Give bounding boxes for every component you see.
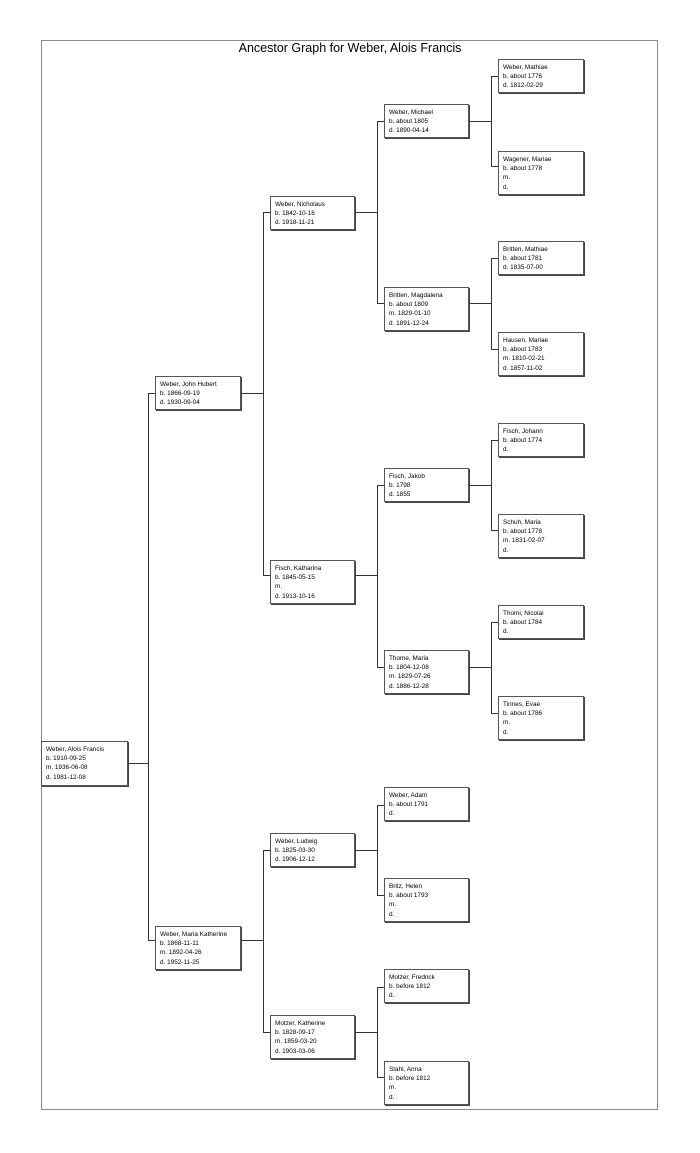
- connector: [377, 303, 384, 304]
- connector: [355, 212, 377, 213]
- person-birth: b. 1804-12-08: [389, 664, 429, 672]
- person-birth: b. 1798: [389, 482, 411, 490]
- person-box-p7: [270, 1015, 355, 1059]
- connector: [491, 713, 498, 714]
- connector: [263, 212, 270, 213]
- person-box-p21: [498, 514, 584, 558]
- person-marriage: m. 1831-02-07: [503, 537, 545, 545]
- person-birth: b. about 1805: [389, 118, 429, 126]
- person-birth: b. 1845-05-15: [275, 574, 315, 582]
- connector: [355, 575, 377, 576]
- person-death: d. 1835-07-00: [503, 264, 543, 272]
- person-name: Schuh, Maria: [503, 519, 541, 526]
- person-name: Britten, Magdalena: [389, 292, 443, 299]
- connector: [377, 121, 384, 122]
- person-death: d.: [503, 446, 509, 454]
- person-box-p16: [498, 59, 584, 93]
- person-birth: b. about 1783: [503, 346, 543, 354]
- person-name: Tinnes, Evae: [503, 701, 541, 708]
- person-birth: b. about 1778: [503, 165, 543, 173]
- person-marriage: m.: [503, 719, 511, 727]
- person-birth: b. about 1809: [389, 301, 429, 309]
- person-box-p10: [384, 468, 469, 502]
- person-box-p4: [270, 196, 355, 230]
- chart-title: Ancestor Graph for Weber, Alois Francis: [238, 41, 462, 55]
- person-marriage: m.: [389, 901, 397, 909]
- person-name: Weber, Nicholaus: [275, 201, 325, 208]
- connector: [263, 850, 270, 851]
- connector: [469, 121, 491, 122]
- connector: [377, 485, 378, 667]
- connector: [377, 121, 378, 303]
- connector: [377, 667, 384, 668]
- person-marriage: m.: [275, 583, 283, 591]
- person-death: d. 1981-12-08: [46, 773, 86, 781]
- person-box-p18: [498, 241, 584, 275]
- person-birth: b. about 1774: [503, 437, 543, 445]
- person-death: d. 1913-10-16: [275, 592, 315, 600]
- connector: [355, 1032, 377, 1033]
- connector: [491, 349, 498, 350]
- person-birth: b. about 1786: [503, 710, 543, 718]
- connector: [491, 622, 492, 713]
- person-name: Fisch, Johann: [503, 428, 543, 435]
- person-box-p12: [384, 787, 469, 821]
- person-name: Motzer, Katherine: [275, 1020, 326, 1027]
- person-name: Weber, Ludwig: [275, 838, 318, 845]
- connector: [491, 530, 498, 531]
- person-box-p6: [270, 833, 355, 867]
- person-name: Weber, John Hubert: [160, 381, 217, 388]
- person-birth: b. before 1812: [389, 1075, 431, 1083]
- person-marriage: m.: [389, 1084, 397, 1092]
- person-death: d.: [503, 728, 509, 736]
- person-death: d. 1855: [389, 491, 411, 499]
- person-marriage: m. 1829-07-26: [389, 673, 431, 681]
- connector: [241, 940, 263, 941]
- person-death: d.: [389, 992, 395, 1000]
- person-marriage: m. 1859-03-20: [275, 1038, 317, 1046]
- person-birth: b. 1910-09-25: [46, 755, 86, 763]
- person-name: Motzer, Fredrick: [389, 974, 435, 981]
- person-box-p5: [270, 560, 355, 604]
- person-birth: b. 1828-09-17: [275, 1029, 315, 1037]
- connector: [377, 805, 384, 806]
- person-birth: b. 1868-11-11: [160, 940, 199, 948]
- person-box-p15: [384, 1061, 469, 1105]
- person-name: Thomi, Nicolai: [503, 610, 544, 617]
- connector: [377, 895, 384, 896]
- person-birth: b. 1842-10-16: [275, 210, 315, 218]
- connector: [491, 76, 492, 166]
- person-box-p20: [498, 423, 584, 457]
- person-death: d. 1930-09-04: [160, 399, 200, 407]
- person-marriage: m. 1892-04-26: [160, 949, 202, 957]
- connector: [128, 763, 148, 764]
- connector: [148, 393, 149, 940]
- person-name: Britten, Mathiae: [503, 246, 548, 253]
- person-box-p1: [41, 741, 128, 786]
- person-death: d. 1952-11-25: [160, 958, 200, 966]
- connector: [469, 303, 491, 304]
- person-name: Fisch, Jakob: [389, 473, 425, 480]
- person-death: d.: [503, 546, 509, 554]
- person-box-p11: [384, 650, 469, 694]
- person-marriage: m. 1810-02-21: [503, 355, 545, 363]
- connector: [491, 258, 498, 259]
- person-name: Weber, Maria Katherine: [160, 931, 228, 938]
- connector: [148, 940, 155, 941]
- person-name: Wagener, Mariae: [503, 156, 552, 163]
- person-death: d. 1891-12-24: [389, 319, 429, 327]
- person-birth: b. before 1812: [389, 983, 431, 991]
- person-birth: b. 1825-03-30: [275, 847, 315, 855]
- connector: [241, 393, 263, 394]
- person-name: Weber, Mathiae: [503, 64, 548, 71]
- connector: [148, 393, 155, 394]
- connector: [491, 258, 492, 349]
- person-name: Weber, Alois Francis: [46, 746, 105, 753]
- connector: [469, 667, 491, 668]
- person-death: d. 1857-11-02: [503, 364, 543, 372]
- person-name: Stahl, Anna: [389, 1066, 422, 1073]
- connector: [491, 76, 498, 77]
- person-box-p2: [155, 376, 241, 410]
- person-death: d. 1918-11-21: [275, 219, 315, 227]
- person-name: Weber, Michael: [389, 109, 433, 116]
- connector: [377, 485, 384, 486]
- person-box-p14: [384, 969, 469, 1003]
- connector: [491, 622, 498, 623]
- connector: [377, 987, 378, 1077]
- person-name: Hausen, Mariae: [503, 337, 549, 344]
- person-death: d. 1886-12-28: [389, 682, 429, 690]
- connector: [377, 805, 378, 895]
- person-birth: b. about 1791: [389, 801, 429, 809]
- person-death: d. 1906-12-12: [275, 856, 315, 864]
- connector: [491, 440, 492, 530]
- person-box-p23: [498, 696, 584, 740]
- connector: [355, 850, 377, 851]
- person-death: d.: [503, 628, 509, 636]
- person-death: d.: [389, 910, 395, 918]
- person-box-p9: [384, 287, 469, 331]
- person-box-p22: [498, 605, 584, 639]
- connector: [491, 166, 498, 167]
- person-marriage: m. 1829-01-10: [389, 310, 431, 318]
- connector: [469, 485, 491, 486]
- person-death: d. 1903-03-06: [275, 1047, 315, 1055]
- person-box-p3: [155, 926, 241, 970]
- person-death: d.: [389, 810, 395, 818]
- connector: [263, 575, 270, 576]
- connector: [263, 1032, 270, 1033]
- person-birth: b. about 1778: [503, 528, 543, 536]
- person-box-p17: [498, 151, 584, 195]
- person-death: d. 1890-04-14: [389, 127, 429, 135]
- person-marriage: m.: [503, 174, 511, 182]
- connector: [263, 850, 264, 1032]
- person-birth: b. about 1784: [503, 619, 543, 627]
- connector: [377, 987, 384, 988]
- person-box-p13: [384, 878, 469, 922]
- person-birth: b. about 1781: [503, 255, 543, 263]
- person-box-p19: [498, 332, 584, 376]
- connector: [377, 1077, 384, 1078]
- person-birth: b. 1866-09-19: [160, 390, 200, 398]
- person-name: Fisch, Katharina: [275, 565, 322, 572]
- person-marriage: m. 1936-06-08: [46, 764, 88, 772]
- connector: [263, 212, 264, 575]
- person-name: Weber, Adam: [389, 792, 428, 799]
- person-death: d.: [389, 1093, 395, 1101]
- person-birth: b. about 1776: [503, 73, 543, 81]
- connector: [491, 440, 498, 441]
- person-death: d.: [503, 183, 509, 191]
- person-box-p8: [384, 104, 469, 138]
- person-birth: b. about 1793: [389, 892, 429, 900]
- person-name: Britz, Helen: [389, 883, 423, 890]
- person-death: d. 1812-02-29: [503, 82, 543, 90]
- person-name: Thome, Maria: [389, 655, 429, 662]
